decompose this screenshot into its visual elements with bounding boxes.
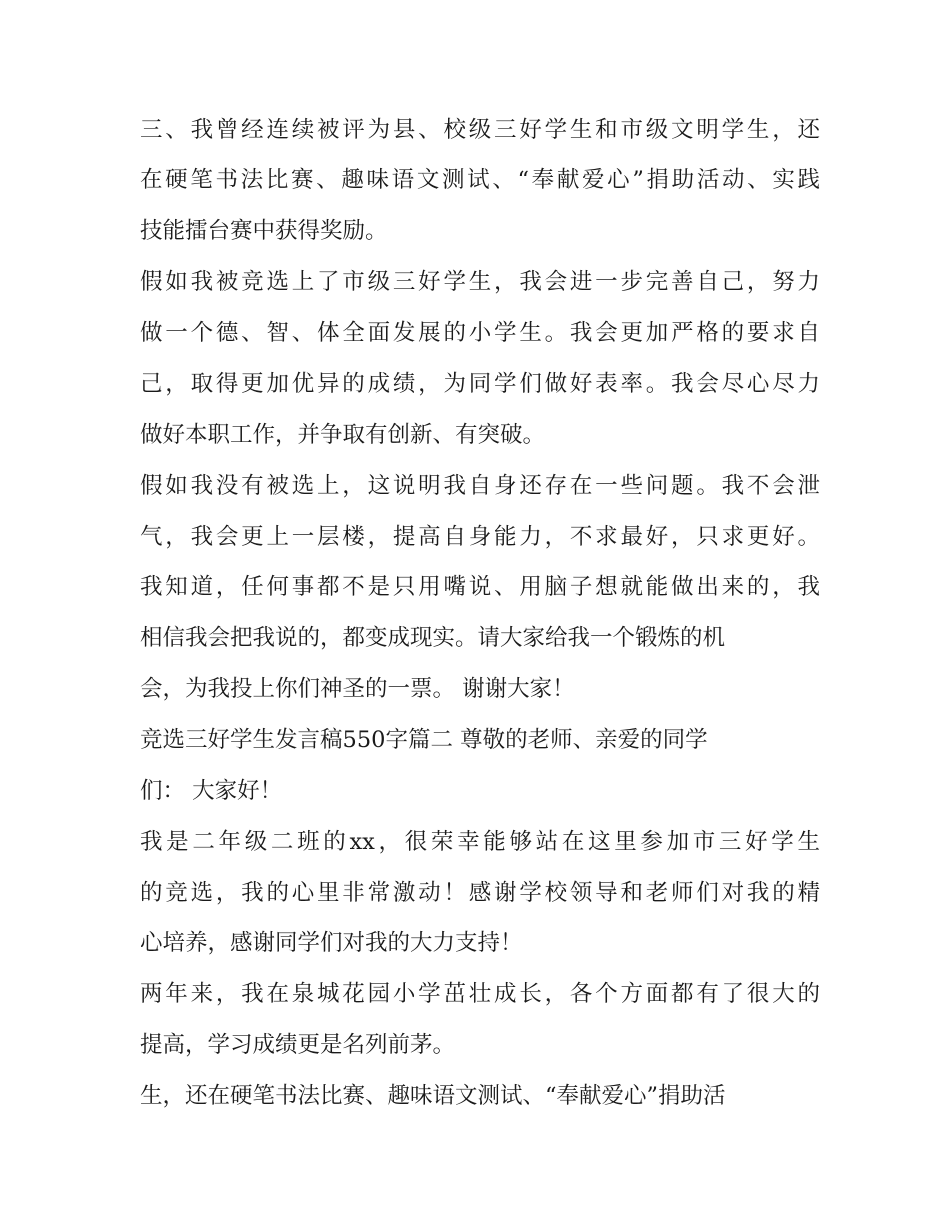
- text-line-14: 们： 大家好！: [140, 778, 283, 804]
- text-line-20: 生，还在硬笔书法比赛、趣味语文测试、“奉献爱心”捐助活: [140, 1083, 726, 1109]
- text-line-1: 三、我曾经连续被评为县、校级三好学生和市级文明学生，还: [140, 117, 820, 143]
- text-line-18: 两年来，我在泉城花园小学茁壮成长，各个方面都有了很大的: [140, 981, 820, 1007]
- text-line-2: 在硬笔书法比赛、趣味语文测试、“奉献爱心”捐助活动、实践: [140, 167, 820, 193]
- text-line-17: 心培养，感谢同学们对我的大力支持！: [140, 930, 523, 956]
- text-line-5: 做一个德、智、体全面发展的小学生。我会更加严格的要求自: [140, 320, 820, 346]
- text-line-3: 技能擂台赛中获得奖励。: [140, 218, 388, 244]
- text-line-10: 我知道，任何事都不是只用嘴说、用脑子想就能做出来的，我: [140, 574, 820, 600]
- text-line-13: 竞选三好学生发言稿550字篇二 尊敬的老师、亲爱的同学: [140, 727, 708, 753]
- text-line-7: 做好本职工作，并争取有创新、有突破。: [140, 422, 546, 448]
- text-line-12: 会，为我投上你们神圣的一票。 谢谢大家！: [140, 676, 575, 702]
- text-line-15: 我是二年级二班的xx，很荣幸能够站在这里参加市三好学生: [140, 829, 820, 855]
- text-line-19: 提高，学习成绩更是名列前茅。: [140, 1032, 456, 1058]
- text-line-6: 己，取得更加优异的成绩，为同学们做好表率。我会尽心尽力: [140, 371, 820, 397]
- text-line-16: 的竞选，我的心里非常激动！感谢学校领导和老师们对我的精: [140, 880, 820, 906]
- text-line-8: 假如我没有被选上，这说明我自身还存在一些问题。我不会泄: [140, 473, 820, 499]
- text-line-11: 相信我会把我说的，都变成现实。请大家给我一个锻炼的机: [140, 625, 726, 651]
- text-line-9: 气，我会更上一层楼，提高自身能力，不求最好，只求更好。: [140, 524, 820, 550]
- text-line-4: 假如我被竞选上了市级三好学生，我会进一步完善自己，努力: [140, 269, 820, 295]
